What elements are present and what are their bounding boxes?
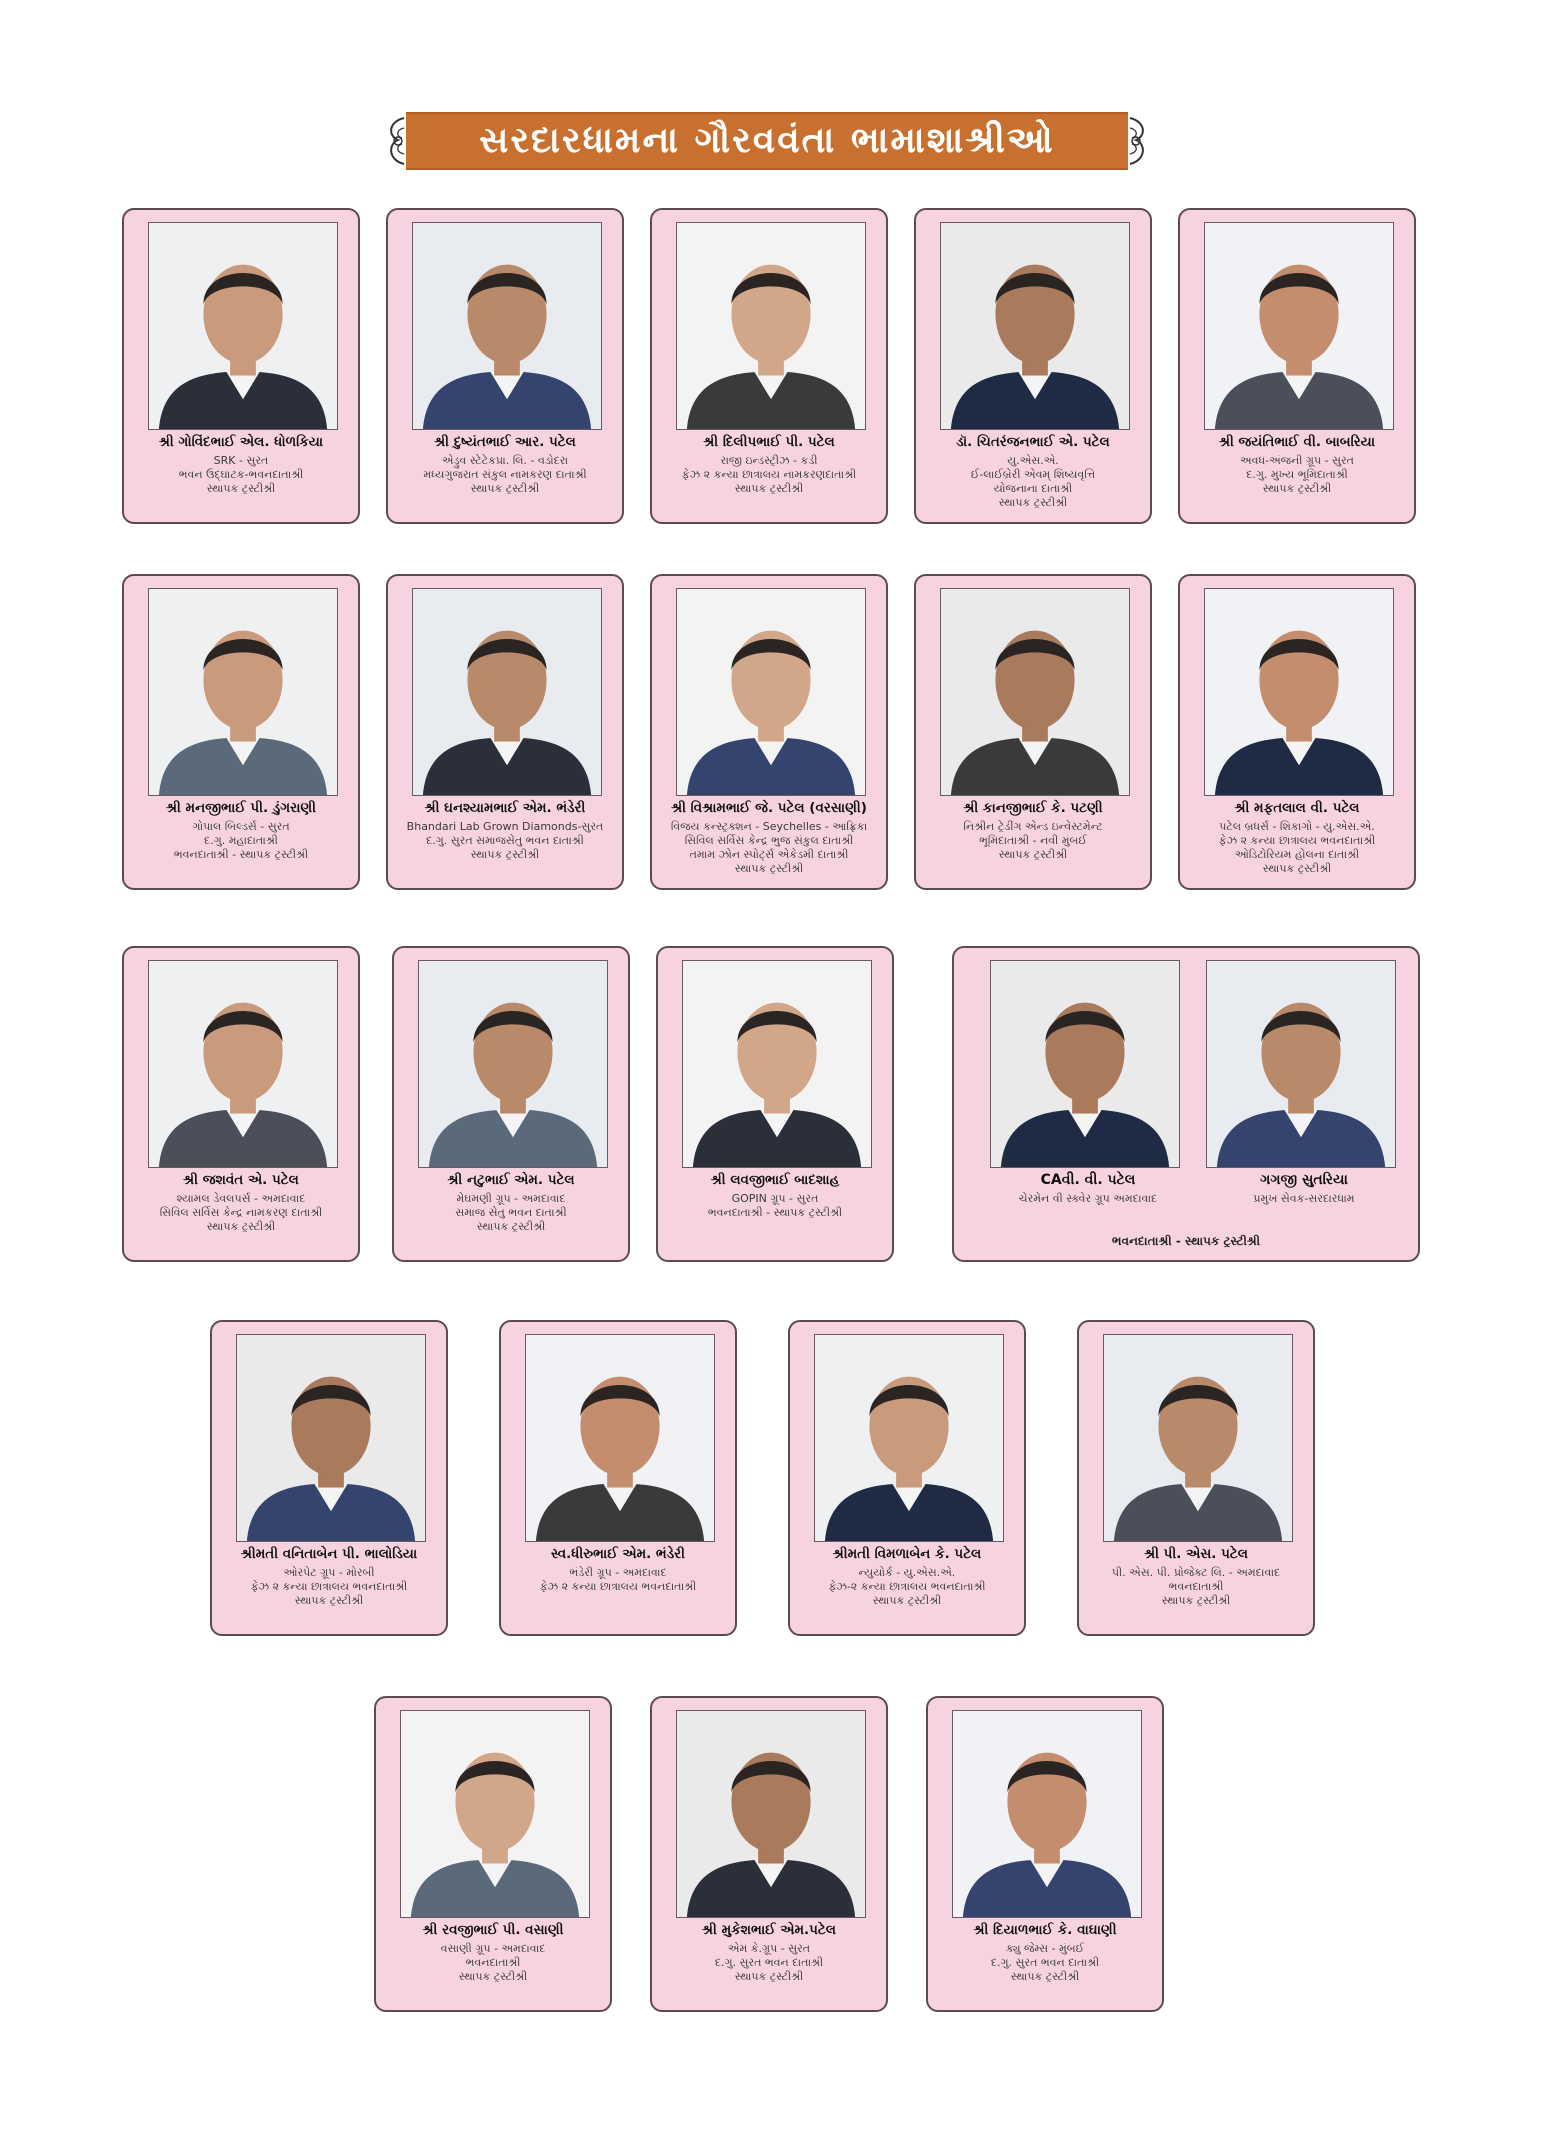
donor-card — [650, 1696, 888, 2012]
donor-detail — [662, 1192, 888, 1220]
donor-detail — [128, 820, 354, 862]
donor-detail-line: સ્થાપક ટ્રસ્ટીશ્રી — [734, 862, 804, 875]
donor-detail-line: ક્યુ જેમ્સ - મુંબઈ — [1005, 1942, 1085, 1955]
portrait-icon — [237, 1335, 425, 1541]
donor-card — [788, 1320, 1026, 1636]
donor-name: શ્રી ઘનશ્યામભાઈ એમ. ભંડેરી — [424, 800, 586, 816]
donor-detail — [380, 1942, 606, 1984]
donor-detail-line: Bhandari Lab Grown Diamonds-સુરત — [406, 820, 604, 833]
donor-detail-line: દ.ગુ. સુરત ભવન દાતાશ્રી — [990, 1956, 1100, 1969]
donor-card — [386, 574, 624, 890]
donor-card — [1077, 1320, 1315, 1636]
donor-name: શ્રીમતી વિમળાબેન કે. પટેલ — [832, 1546, 982, 1562]
portrait-icon — [1104, 1335, 1292, 1541]
donor-detail-line: ભવનદાતાશ્રી — [1168, 1580, 1224, 1593]
donor-detail-line: ભવનદાતાશ્રી - સ્થાપક ટ્રસ્ટીશ્રી — [173, 848, 309, 861]
portrait-icon — [413, 589, 601, 795]
donor-detail — [128, 454, 354, 496]
donor-detail-line: સ્થાપક ટ્રસ્ટીશ્રી — [734, 482, 804, 495]
donor-photo — [148, 222, 338, 430]
donor-detail-line: નિશ્રીન ટ્રેડીંગ એન્ડ ઇન્વેસ્ટમેન્ટ — [963, 820, 1103, 833]
ornament-right-icon — [1126, 114, 1150, 168]
portrait-icon — [991, 961, 1179, 1167]
donor-card — [1178, 574, 1416, 890]
donor-detail — [920, 820, 1146, 862]
donor-photo — [940, 222, 1130, 430]
donor-detail-line: ભંડેરી ગ્રૂપ - અમદાવાદ — [569, 1566, 667, 1579]
donor-detail-line: સ્થાપક ટ્રસ્ટીશ્રી — [1262, 862, 1332, 875]
donor-detail-line: ફેઝ ૨ કન્યા છાત્રાલય નામકરણદાતાશ્રી — [681, 468, 857, 481]
portrait-icon — [149, 961, 337, 1167]
donor-photo — [676, 222, 866, 430]
donor-detail-line: વસાણી ગ્રૂપ - અમદાવાદ — [440, 1942, 546, 1955]
donor-detail — [216, 1566, 442, 1608]
portrait-icon — [401, 1711, 589, 1917]
donor-card — [122, 946, 360, 1262]
donor-name: શ્રી લવજીભાઈ બાદશાહ — [710, 1172, 840, 1188]
donor-name: ડૉ. ચિતરંજનભાઈ એ. પટેલ — [956, 434, 1110, 450]
portrait-icon — [1207, 961, 1395, 1167]
donor-name: શ્રી કાનજીભાઈ કે. પટણી — [963, 800, 1103, 816]
portrait-icon — [1205, 223, 1393, 429]
donor-detail-line: ફેઝ-૨ કન્યા છાત્રાલય ભવનદાતાશ્રી — [828, 1580, 986, 1593]
donor-photo — [412, 222, 602, 430]
donor-card — [210, 1320, 448, 1636]
donor-detail-line: ફેઝ ૨ કન્યા છાત્રાલય ભવનદાતાશ્રી — [1218, 834, 1376, 847]
donor-photo — [400, 1710, 590, 1918]
donor-card — [650, 208, 888, 524]
donor-name: CAવી. વી. પટેલ — [1040, 1172, 1136, 1188]
donor-detail-line: પી. એસ. પી. પ્રોજેક્ટ લિ. - અમદાવાદ — [1111, 1566, 1281, 1579]
donor-detail-line: સ્થાપક ટ્રસ્ટીશ્રી — [294, 1594, 364, 1607]
donor-photo — [682, 960, 872, 1168]
donor-detail-line: ફેઝ ૨ કન્યા છાત્રાલય ભવનદાતાશ્રી — [250, 1580, 408, 1593]
portrait-icon — [413, 223, 601, 429]
portrait-icon — [1205, 589, 1393, 795]
donor-detail — [1184, 820, 1410, 876]
donor-detail-line: ભૂમિદાતાશ્રી - નવી મુંબઈ — [979, 834, 1087, 847]
donor-detail-line: ઓડિટોરિયમ હોલના દાતાશ્રી — [1234, 848, 1360, 861]
donor-detail-line: સ્થાપક ટ્રસ્ટીશ્રી — [1010, 1970, 1080, 1983]
donor-detail-line: સ્થાપક ટ્રસ્ટીશ્રી — [998, 848, 1068, 861]
ornament-left-icon — [384, 114, 408, 168]
donor-photo — [940, 588, 1130, 796]
donor-detail — [1184, 454, 1410, 496]
portrait-icon — [526, 1335, 714, 1541]
portrait-icon — [149, 223, 337, 429]
donor-detail-line: ઈ-લાઈબ્રેરી એવમ્ શિષ્યવૃત્તિ — [970, 468, 1096, 481]
portrait-icon — [941, 589, 1129, 795]
donor-detail-line: ભવનદાતાશ્રી - સ્થાપક ટ્રસ્ટીશ્રી — [707, 1206, 843, 1219]
donor-name: શ્રી દિલીપભાઈ પી. પટેલ — [703, 434, 835, 450]
donor-card-double — [952, 946, 1420, 1262]
donor-name: શ્રી ગોવિંદભાઈ એલ. ધોળકિયા — [158, 434, 324, 450]
donor-detail-line: સ્થાપક ટ્રસ્ટીશ્રી — [476, 1220, 546, 1233]
donor-detail-line: ગોપાલ બિલ્ડર્સ - સુરત — [192, 820, 290, 833]
donor-detail-line: અવધ-અંજની ગ્રૂપ - સુરત — [1240, 454, 1354, 467]
donor-detail — [1083, 1566, 1309, 1608]
donor-detail — [392, 454, 618, 496]
donor-name: શ્રી પી. એસ. પટેલ — [1144, 1546, 1248, 1562]
donor-detail-line: ઓરપેટ ગ્રૂપ - મોરબી — [283, 1566, 375, 1579]
donor-name: શ્રી નટુભાઈ એમ. પટેલ — [447, 1172, 575, 1188]
donor-detail-line: ન્યુયોર્ક - યુ.એસ.એ. — [858, 1566, 956, 1579]
donor-photo — [148, 588, 338, 796]
donor-detail-line: દ.ગુ. સુરત સમાજસેતુ ભવન દાતાશ્રી — [426, 834, 584, 847]
portrait-icon — [815, 1335, 1003, 1541]
donor-detail-line: SRK - સુરત — [213, 454, 269, 467]
donor-detail-line: સ્થાપક ટ્રસ્ટીશ્રી — [206, 1220, 276, 1233]
donor-photo — [1103, 1334, 1293, 1542]
donor-card — [650, 574, 888, 890]
donor-detail-line: સ્થાપક ટ્રસ્ટીશ્રી — [1262, 482, 1332, 495]
donor-detail-line: શ્યામલ ડેવલપર્સ - અમદાવાદ — [176, 1192, 306, 1205]
donor-detail — [656, 454, 882, 496]
donor-detail-line: દ.ગુ. મહાદાતાશ્રી — [204, 834, 278, 847]
portrait-icon — [953, 1711, 1141, 1917]
donor-detail-line: સ્થાપક ટ્રસ્ટીશ્રી — [470, 482, 540, 495]
donor-detail-line: દ.ગુ. મુખ્ય ભૂમિદાતાશ્રી — [1246, 468, 1348, 481]
donor-detail — [505, 1566, 731, 1594]
donor-detail — [656, 1942, 882, 1984]
donor-card — [914, 574, 1152, 890]
portrait-icon — [677, 1711, 865, 1917]
donor-name: શ્રી દિયાળભાઈ કે. વાઘાણી — [973, 1922, 1117, 1938]
donor-card — [386, 208, 624, 524]
donor-photo — [990, 960, 1180, 1168]
donor-detail — [656, 820, 882, 876]
donor-detail — [392, 820, 618, 862]
donor-photo — [236, 1334, 426, 1542]
donor-name: ગગજી સુતરિયા — [1260, 1172, 1348, 1188]
donor-detail-line: GOPIN ગ્રૂપ - સુરત — [731, 1192, 819, 1205]
portrait-icon — [149, 589, 337, 795]
donor-detail-line: સ્થાપક ટ્રસ્ટીશ્રી — [470, 848, 540, 861]
donor-photo — [1206, 960, 1396, 1168]
donor-photo — [418, 960, 608, 1168]
portrait-icon — [677, 223, 865, 429]
donor-name: સ્વ.ધીરુભાઈ એમ. ભંડેરી — [551, 1546, 685, 1562]
donor-name: શ્રી જયંતિભાઈ વી. બાબરિયા — [1218, 434, 1376, 450]
donor-photo — [1204, 222, 1394, 430]
donor-photo — [148, 960, 338, 1168]
donor-detail — [128, 1192, 354, 1234]
donor-detail-line: એમ કે.ગ્રૂપ - સુરત — [727, 1942, 811, 1955]
donor-photo — [814, 1334, 1004, 1542]
donor-detail-line: યુ.એસ.એ. — [1007, 454, 1059, 467]
donor-detail-line: સ્થાપક ટ્રસ્ટીશ્રી — [998, 496, 1068, 509]
donor-card — [1178, 208, 1416, 524]
donor-name: શ્રી જશવંત એ. પટેલ — [183, 1172, 299, 1188]
donor-detail-line: સિવિલ સર્વિસ કેન્દ્ર ભુજ સંકુલ દાતાશ્રી — [684, 834, 854, 847]
donor-detail-line: વિજય કન્સ્ટ્રક્શન - Seychelles - આફ્રિકા — [670, 820, 868, 833]
donor-detail-line: સ્થાપક ટ્રસ્ટીશ્રી — [872, 1594, 942, 1607]
donor-detail — [920, 454, 1146, 510]
portrait-icon — [941, 223, 1129, 429]
donor-card — [914, 208, 1152, 524]
donor-detail-line: યોજનાના દાતાશ્રી — [993, 482, 1073, 495]
donor-card — [926, 1696, 1164, 2012]
donor-detail-line: રાજી ઇન્ડસ્ટ્રીઝ - કડી — [720, 454, 818, 467]
donor-name: શ્રી વિશ્રામભાઈ જે. પટેલ (વરસાણી) — [671, 800, 867, 816]
donor-name: શ્રી રવજીભાઈ પી. વસાણી — [422, 1922, 564, 1938]
donor-detail-line: સિવિલ સર્વિસ કેન્દ્ર નામકરણ દાતાશ્રી — [159, 1206, 323, 1219]
donor-detail-line: મેઘમણી ગ્રૂપ - અમદાવાદ — [456, 1192, 566, 1205]
donor-detail-line: એડ્રુવ સ્ટેટેકપ્રા. લિ. - વડોદરા — [441, 454, 569, 467]
portrait-icon — [683, 961, 871, 1167]
donor-photo — [676, 1710, 866, 1918]
donor-detail-line: તમામ ઝોન સ્પોર્ટ્સ એકેડમી દાતાશ્રી — [689, 848, 849, 861]
donor-name: શ્રીમતી વનિતાબેન પી. ભાલોડિયા — [240, 1546, 418, 1562]
donor-detail-line: સ્થાપક ટ્રસ્ટીશ્રી — [458, 1970, 528, 1983]
portrait-icon — [419, 961, 607, 1167]
donor-name: શ્રી મુકેશભાઈ એમ.પટેલ — [702, 1922, 836, 1938]
donor-detail-line: સ્થાપક ટ્રસ્ટીશ્રી — [1161, 1594, 1231, 1607]
donor-photo — [676, 588, 866, 796]
donor-name: શ્રી મફતલાલ વી. પટેલ — [1234, 800, 1360, 816]
donor-name: શ્રી મનજીભાઈ પી. ડુંગરાણી — [165, 800, 317, 816]
donor-detail-line: સમાજ સેતુ ભવન દાતાશ્રી — [455, 1206, 567, 1219]
donor-detail-line: ભવન ઉદ્ઘાટક-ભવનદાતાશ્રી — [178, 468, 304, 481]
donor-card — [392, 946, 630, 1262]
donor-card — [122, 208, 360, 524]
donor-detail: ચેરમેન વી સ્ક્વેર ગ્રૂપ અમદાવાદ — [1018, 1192, 1158, 1205]
donor-card — [374, 1696, 612, 2012]
donor-card — [656, 946, 894, 1262]
donor-photo — [412, 588, 602, 796]
donor-detail-line: પટેલ બ્રધર્સ - શિકાગો - યુ.એસ.એ. — [1219, 820, 1375, 833]
portrait-icon — [677, 589, 865, 795]
donor-card — [122, 574, 360, 890]
donor-shared-role: ભવનદાતાશ્રી - સ્થાપક ટ્રસ્ટીશ્રી — [1111, 1234, 1261, 1248]
donor-detail — [932, 1942, 1158, 1984]
donor-detail — [794, 1566, 1020, 1608]
donor-detail-line: ભવનદાતાશ્રી — [465, 1956, 521, 1969]
page-title: સરદારધામના ગૌરવવંતા ભામાશાશ્રીઓ — [406, 112, 1128, 170]
donor-detail-line: સ્થાપક ટ્રસ્ટીશ્રી — [206, 482, 276, 495]
donor-photo — [525, 1334, 715, 1542]
donor-detail-line: મધ્યગુજરાત સંકુલ નામકરણ દાતાશ્રી — [423, 468, 587, 481]
donor-detail: પ્રમુખ સેવક-સરદારધામ — [1253, 1192, 1355, 1205]
donor-name: શ્રી દુષ્યંતભાઈ આર. પટેલ — [434, 434, 576, 450]
donor-photo — [952, 1710, 1142, 1918]
donor-detail-line: દ.ગુ. સુરત ભવન દાતાશ્રી — [714, 1956, 824, 1969]
donor-detail — [398, 1192, 624, 1234]
donor-detail-line: ફેઝ ૨ કન્યા છાત્રાલય ભવનદાતાશ્રી — [539, 1580, 697, 1593]
title-banner — [384, 112, 1150, 170]
donor-card — [499, 1320, 737, 1636]
donor-photo — [1204, 588, 1394, 796]
donor-detail-line: સ્થાપક ટ્રસ્ટીશ્રી — [734, 1970, 804, 1983]
